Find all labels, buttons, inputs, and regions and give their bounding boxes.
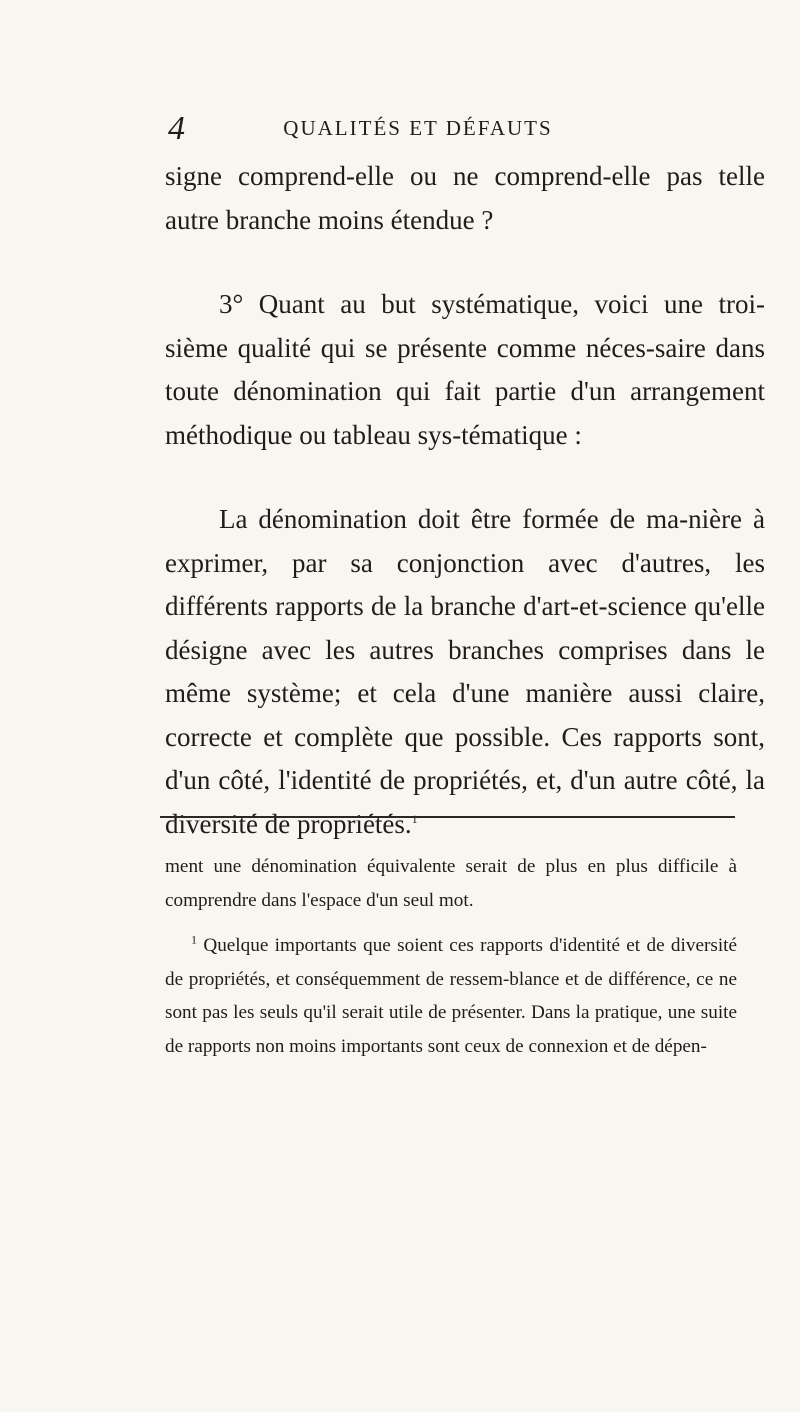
paragraph-systematic-goal: 3° Quant au but systématique, voici une troi-sième qualité qui se présente comme néces-saire dans toute dénomination qui fait partie d'un arrangement méthodique ou tableau sys-tématique : xyxy=(165,289,765,450)
running-head: QUALITÉS ET DÉFAUTS xyxy=(283,116,553,140)
page-number: 4 xyxy=(168,110,185,147)
footnote-ref-marker: 1 xyxy=(411,811,418,826)
main-text xyxy=(165,155,765,846)
footnote-divider xyxy=(160,816,735,818)
footnote-marker: 1 xyxy=(191,932,197,947)
footnote-continued: ment une dénomination équivalente serait de plus en plus difficile à comprendre dans l'espace d'un seul mot. xyxy=(165,856,737,911)
footnote-text: Quelque importants que soient ces rapports d'identité et de diversité de propriétés, et conséquemment de ressem-blance et de différence, ce ne sont pas les seuls qu'il serait utile de présenter. Dans la pratique, une suite de rapports non moins importants sont ceux de connexion et de dépen- xyxy=(165,935,738,1057)
paragraph-denomination-rule xyxy=(165,498,765,846)
footnote-1 xyxy=(165,929,737,1063)
footnotes xyxy=(165,850,737,1063)
paragraph-text: La dénomination doit être formée de ma-nière à exprimer, par sa conjonction avec d'autres, les différents rapports de la branche d'art-et-science qu'elle désigne avec les autres branches comprises dans le même système; et cela d'une manière aussi claire, correcte et complète que possible. Ces rapports sont, d'un côté, l'identité de propriétés, et, d'un autre côté, la diversité de propriétés. xyxy=(165,504,765,839)
page-header xyxy=(168,110,668,147)
paragraph-continued: signe comprend-elle ou ne comprend-elle pas telle autre branche moins étendue ? xyxy=(165,161,765,235)
